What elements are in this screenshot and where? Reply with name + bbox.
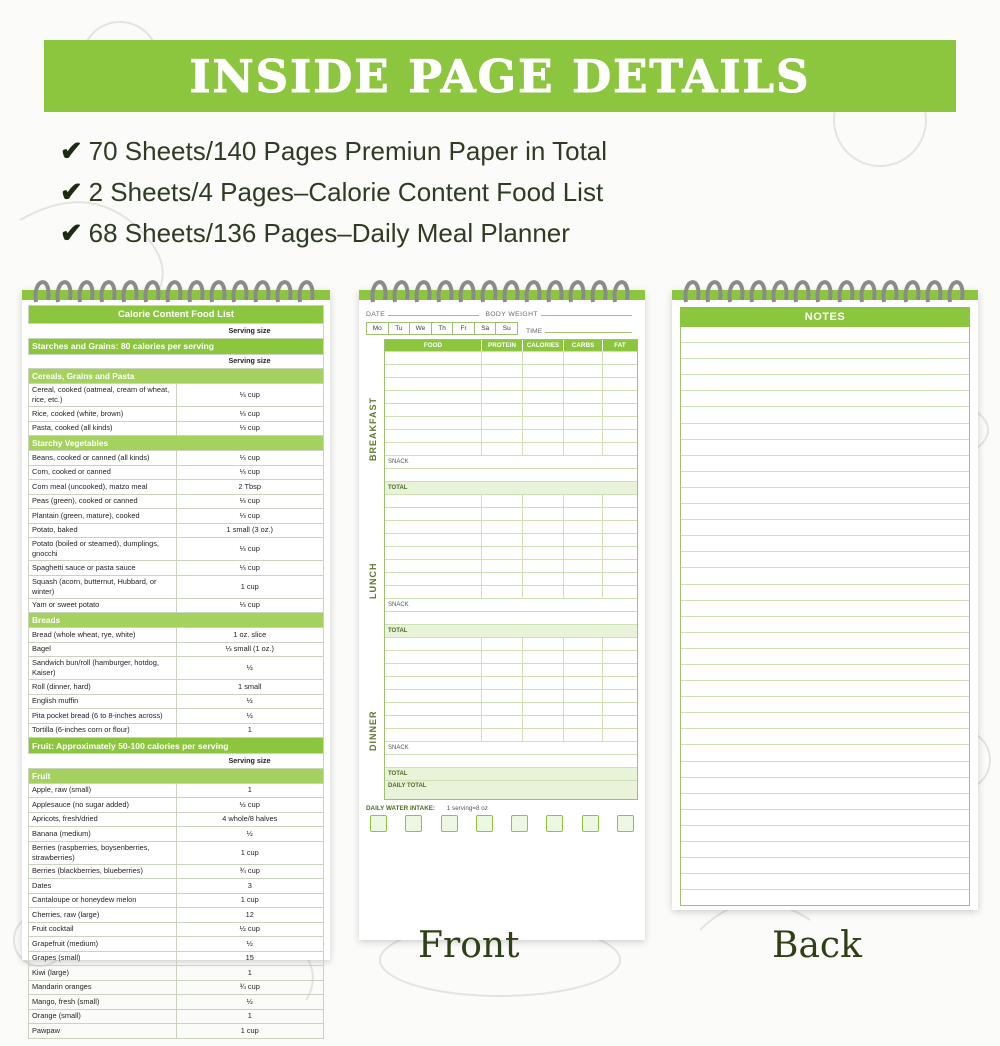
notes-line[interactable] (681, 665, 969, 681)
serving-size: 15 (176, 951, 324, 966)
food-name: Applesauce (no sugar added) (29, 798, 177, 813)
table-row (29, 798, 324, 813)
daily-total-label: DAILY TOTAL (388, 783, 427, 789)
table-row (29, 1024, 324, 1039)
food-name: Bread (whole wheat, rye, white) (29, 628, 177, 643)
serving-size: 1 (176, 783, 324, 798)
serving-size: ⅓ cup (176, 451, 324, 466)
table-row (29, 966, 324, 981)
day-su[interactable]: Su (502, 325, 511, 332)
water-cup-icon[interactable] (546, 815, 563, 832)
notes-line[interactable] (681, 359, 969, 375)
calorie-table-wrap (22, 300, 330, 1046)
food-name: Banana (medium) (29, 827, 177, 842)
table-row (29, 864, 324, 879)
notes-line[interactable] (681, 794, 969, 810)
notes-line[interactable] (681, 504, 969, 520)
list-item (60, 136, 960, 167)
snack-label: SNACK (388, 745, 409, 751)
table-row[interactable] (385, 546, 637, 559)
table-row (29, 893, 324, 908)
serving-size: ½ (176, 937, 324, 952)
table-row[interactable] (385, 520, 637, 533)
notebook-notes (672, 290, 978, 910)
daily-total-row[interactable] (385, 780, 637, 799)
water-cup-icon[interactable] (405, 815, 422, 832)
water-cup-icon[interactable] (511, 815, 528, 832)
meal-grid-header (385, 340, 637, 351)
table-row (29, 922, 324, 937)
table-row (29, 680, 324, 695)
serving-size: ⅓ cup (176, 538, 324, 561)
meal-label-breakfast: BREAKFAST (368, 396, 378, 461)
notes-line[interactable] (681, 874, 969, 890)
table-row (29, 407, 324, 422)
notebook-calorie-list (22, 290, 330, 1035)
table-row[interactable] (385, 559, 637, 572)
snack-row[interactable] (385, 455, 637, 468)
serving-size: ¾ cup (176, 864, 324, 879)
spacer-cell (29, 354, 177, 369)
notes-line[interactable] (681, 826, 969, 842)
total-row[interactable] (385, 624, 637, 637)
serving-size: 1 oz. slice (176, 628, 324, 643)
table-row (29, 709, 324, 724)
notes-line[interactable] (681, 568, 969, 584)
food-name: Cantaloupe or honeydew melon (29, 893, 177, 908)
notes-line[interactable] (681, 633, 969, 649)
snack-label: SNACK (388, 459, 409, 465)
food-name: Kiwi (large) (29, 966, 177, 981)
food-name: Plantain (green, mature), cooked (29, 509, 177, 524)
list-item-label: 2 Sheets/4 Pages–Calorie Content Food List (88, 177, 604, 207)
notes-line[interactable] (681, 488, 969, 504)
table-row[interactable] (385, 715, 637, 728)
table-row (29, 841, 324, 864)
water-intake-label: DAILY WATER INTAKE: (366, 805, 436, 812)
notes-line[interactable] (681, 842, 969, 858)
water-serving-note: 1 serving=8 oz (446, 805, 488, 812)
table-row (29, 908, 324, 923)
spiral-binding-icon (22, 272, 330, 306)
table-row[interactable] (385, 364, 637, 377)
serving-size: ½ cup (176, 798, 324, 813)
day-tu[interactable]: Tu (389, 323, 411, 334)
water-cup-icon[interactable] (582, 815, 599, 832)
column-calories: CALORIES (523, 340, 564, 351)
time-input[interactable] (545, 323, 632, 333)
table-row (29, 575, 324, 598)
body-weight-input[interactable] (541, 306, 632, 316)
column-protein: PROTEIN (482, 340, 523, 351)
spacer-cell (29, 324, 177, 339)
spacer-cell (29, 754, 177, 769)
serving-size: ½ (176, 827, 324, 842)
table-row[interactable] (385, 403, 637, 416)
section-header: Fruit: Approximately 50-100 calories per serving (29, 738, 324, 754)
table-row[interactable] (385, 585, 637, 598)
table-row (29, 723, 324, 738)
serving-size: ⅓ cup (176, 494, 324, 509)
serving-size: 2 Tbsp (176, 480, 324, 495)
table-row (29, 451, 324, 466)
serving-size-header: Serving size (176, 354, 324, 369)
notes-line[interactable] (681, 585, 969, 601)
date-input[interactable] (388, 306, 479, 316)
notes-line[interactable] (681, 890, 969, 905)
water-intake-row (366, 805, 638, 812)
serving-size: ½ (176, 709, 324, 724)
serving-size: 1 cup (176, 575, 324, 598)
spiral-binding-icon (672, 272, 978, 306)
food-name: Dates (29, 879, 177, 894)
table-row (29, 694, 324, 709)
serving-size: ⅓ cup (176, 384, 324, 407)
serving-size: ⅓ cup (176, 509, 324, 524)
notes-line[interactable] (681, 601, 969, 617)
serving-size: 1 cup (176, 893, 324, 908)
serving-size-header: Serving size (176, 754, 324, 769)
table-row (29, 1009, 324, 1024)
table-row (29, 509, 324, 524)
table-row (29, 561, 324, 576)
calorie-table (28, 305, 324, 1039)
total-label: TOTAL (388, 771, 408, 777)
table-row (29, 995, 324, 1010)
table-row[interactable] (385, 572, 637, 585)
table-row (29, 879, 324, 894)
column-fat: FAT (614, 342, 626, 349)
serving-size: 1 (176, 723, 324, 738)
check-icon: ✔ (60, 136, 83, 166)
table-row (29, 421, 324, 436)
serving-size: ⅓ cup (176, 561, 324, 576)
notebook-meal-planner (359, 290, 645, 940)
table-title: Calorie Content Food List (29, 306, 324, 324)
notes-line[interactable] (681, 713, 969, 729)
water-cup-icon[interactable] (617, 815, 634, 832)
table-row[interactable] (385, 442, 637, 455)
planner-body (359, 300, 645, 836)
food-name: Pasta, cooked (all kinds) (29, 421, 177, 436)
notes-line[interactable] (681, 327, 969, 343)
food-name: Corn meal (uncooked), matzo meal (29, 480, 177, 495)
notes-line[interactable] (681, 745, 969, 761)
serving-size: ⅓ cup (176, 598, 324, 613)
caption-back: Back (772, 925, 862, 966)
header-banner (44, 40, 956, 112)
snack-row[interactable] (385, 741, 637, 754)
serving-size: 4 whole/8 halves (176, 812, 324, 827)
table-row (29, 523, 324, 538)
total-row[interactable] (385, 481, 637, 494)
food-name: Grapes (small) (29, 951, 177, 966)
serving-size: 1 cup (176, 1024, 324, 1039)
subsection-header: Starchy Vegetables (29, 436, 324, 451)
check-icon: ✔ (60, 177, 83, 207)
notes-line[interactable] (681, 697, 969, 713)
notes-line[interactable] (681, 375, 969, 391)
food-name: Squash (acorn, butternut, Hubbard, or winter) (29, 575, 177, 598)
table-row (29, 384, 324, 407)
food-name: Apple, raw (small) (29, 783, 177, 798)
table-row[interactable] (385, 533, 637, 546)
spiral-binding-icon (359, 272, 645, 306)
food-name: Roll (dinner, hard) (29, 680, 177, 695)
serving-size: ½ (176, 995, 324, 1010)
food-name: Fruit cocktail (29, 922, 177, 937)
food-name: Rice, cooked (white, brown) (29, 407, 177, 422)
table-row[interactable] (385, 494, 637, 507)
notes-line[interactable] (681, 729, 969, 745)
table-row[interactable] (385, 650, 637, 663)
notes-line[interactable] (681, 552, 969, 568)
caption-front: Front (418, 925, 520, 966)
food-name: Peas (green), cooked or canned (29, 494, 177, 509)
notes-line[interactable] (681, 762, 969, 778)
food-name: Spaghetti sauce or pasta sauce (29, 561, 177, 576)
serving-size: 1 small (3 oz.) (176, 523, 324, 538)
check-icon: ✔ (60, 218, 83, 248)
notes-line[interactable] (681, 858, 969, 874)
subsection-header: Breads (29, 613, 324, 628)
food-name: Potato, baked (29, 523, 177, 538)
table-row[interactable] (385, 676, 637, 689)
notes-line-area[interactable] (680, 327, 970, 906)
time-label: TIME (526, 328, 543, 335)
notes-line[interactable] (681, 343, 969, 359)
notes-title: NOTES (680, 307, 970, 327)
table-row[interactable] (385, 429, 637, 442)
list-item (60, 177, 960, 208)
food-name: Grapefruit (medium) (29, 937, 177, 952)
notes-line[interactable] (681, 778, 969, 794)
serving-size: 1 (176, 1009, 324, 1024)
day-mo[interactable]: Mo (367, 323, 389, 334)
serving-size: ¾ cup (176, 980, 324, 995)
feature-bullet-list (60, 136, 960, 259)
food-name: Apricots, fresh/dried (29, 812, 177, 827)
serving-size: ⅓ small (1 oz.) (176, 642, 324, 657)
table-row (29, 598, 324, 613)
food-name: Yam or sweet potato (29, 598, 177, 613)
notes-line[interactable] (681, 617, 969, 633)
notes-line[interactable] (681, 456, 969, 472)
table-row (29, 538, 324, 561)
date-weight-row (366, 306, 638, 318)
column-carbs: CARBS (564, 340, 603, 351)
snack-row[interactable] (385, 754, 637, 767)
meal-label-dinner: DINNER (368, 710, 378, 751)
table-row[interactable] (385, 416, 637, 429)
table-row[interactable] (385, 637, 637, 650)
food-name: Bagel (29, 642, 177, 657)
table-row[interactable] (385, 663, 637, 676)
food-name: Potato (boiled or steamed), dumplings, gnocchi (29, 538, 177, 561)
food-name: Tortilla (6-inches corn or flour) (29, 723, 177, 738)
food-name: Corn, cooked or canned (29, 465, 177, 480)
table-row (29, 827, 324, 842)
column-food: FOOD (385, 340, 482, 351)
food-name: Cereal, cooked (oatmeal, cream of wheat, rice, etc.) (29, 384, 177, 407)
subsection-header: Fruit (29, 768, 324, 783)
table-row[interactable] (385, 689, 637, 702)
notes-line[interactable] (681, 649, 969, 665)
food-name: Berries (blackberries, blueberries) (29, 864, 177, 879)
subsection-header: Cereals, Grains and Pasta (29, 369, 324, 384)
water-cup-tracker[interactable] (366, 815, 638, 832)
serving-size: 1 small (176, 680, 324, 695)
table-row (29, 980, 324, 995)
serving-size: 1 (176, 966, 324, 981)
notes-line[interactable] (681, 424, 969, 440)
food-name: Sandwich bun/roll (hamburger, hotdog, Kaiser) (29, 657, 177, 680)
serving-size: ⅓ cup (176, 421, 324, 436)
meal-grid (384, 339, 638, 800)
serving-size: ⅓ cup (176, 407, 324, 422)
notes-line[interactable] (681, 391, 969, 407)
serving-size: 12 (176, 908, 324, 923)
body-weight-label: BODY WEIGHT (485, 311, 538, 318)
table-row (29, 480, 324, 495)
food-name: Beans, cooked or canned (all kinds) (29, 451, 177, 466)
snack-row[interactable] (385, 611, 637, 624)
notes-line[interactable] (681, 681, 969, 697)
table-row (29, 951, 324, 966)
notes-line[interactable] (681, 472, 969, 488)
food-name: Pawpaw (29, 1024, 177, 1039)
meal-label-lunch: LUNCH (368, 562, 378, 599)
notes-line[interactable] (681, 407, 969, 423)
serving-size: ⅓ cup (176, 465, 324, 480)
day-sa[interactable]: Sa (475, 323, 497, 334)
food-name: Orange (small) (29, 1009, 177, 1024)
total-label: TOTAL (388, 485, 408, 491)
page-title: INSIDE PAGE DETAILS (189, 49, 811, 103)
serving-size: ½ cup (176, 922, 324, 937)
table-row (29, 812, 324, 827)
serving-size: ½ (176, 657, 324, 680)
table-row (29, 628, 324, 643)
list-item-label: 68 Sheets/136 Pages–Daily Meal Planner (88, 218, 570, 248)
table-row[interactable] (385, 377, 637, 390)
serving-size: 3 (176, 879, 324, 894)
notes-body (672, 300, 978, 912)
water-cup-icon[interactable] (370, 815, 387, 832)
serving-size: 1 cup (176, 841, 324, 864)
food-name: English muffin (29, 694, 177, 709)
date-label: DATE (366, 311, 386, 318)
weekday-selector[interactable] (366, 322, 518, 335)
table-row[interactable] (385, 390, 637, 403)
food-name: Berries (raspberries, boysenberries, strawberries) (29, 841, 177, 864)
notes-line[interactable] (681, 440, 969, 456)
section-header: Starches and Grains: 80 calories per serving (29, 338, 324, 354)
table-row (29, 937, 324, 952)
table-row[interactable] (385, 728, 637, 741)
table-row (29, 494, 324, 509)
list-item (60, 218, 960, 249)
notes-line[interactable] (681, 536, 969, 552)
day-fr[interactable]: Fr (453, 323, 475, 334)
food-name: Cherries, raw (large) (29, 908, 177, 923)
total-label: TOTAL (388, 628, 408, 634)
notes-line[interactable] (681, 810, 969, 826)
table-row[interactable] (385, 507, 637, 520)
food-name: Pita pocket bread (6 to 8-inches across) (29, 709, 177, 724)
water-cup-icon[interactable] (441, 815, 458, 832)
table-row (29, 783, 324, 798)
table-row (29, 465, 324, 480)
serving-size: ½ (176, 694, 324, 709)
food-name: Mango, fresh (small) (29, 995, 177, 1010)
food-name: Mandarin oranges (29, 980, 177, 995)
table-row (29, 642, 324, 657)
water-cup-icon[interactable] (476, 815, 493, 832)
table-row (29, 657, 324, 680)
list-item-label: 70 Sheets/140 Pages Premiun Paper in Total (88, 136, 608, 166)
day-th[interactable]: Th (432, 323, 454, 334)
total-row[interactable] (385, 767, 637, 780)
snack-label: SNACK (388, 602, 409, 608)
table-row[interactable] (385, 351, 637, 364)
snack-row[interactable] (385, 468, 637, 481)
table-row[interactable] (385, 702, 637, 715)
serving-size-header: Serving size (176, 324, 324, 339)
snack-row[interactable] (385, 598, 637, 611)
day-we[interactable]: We (410, 323, 432, 334)
notes-line[interactable] (681, 520, 969, 536)
